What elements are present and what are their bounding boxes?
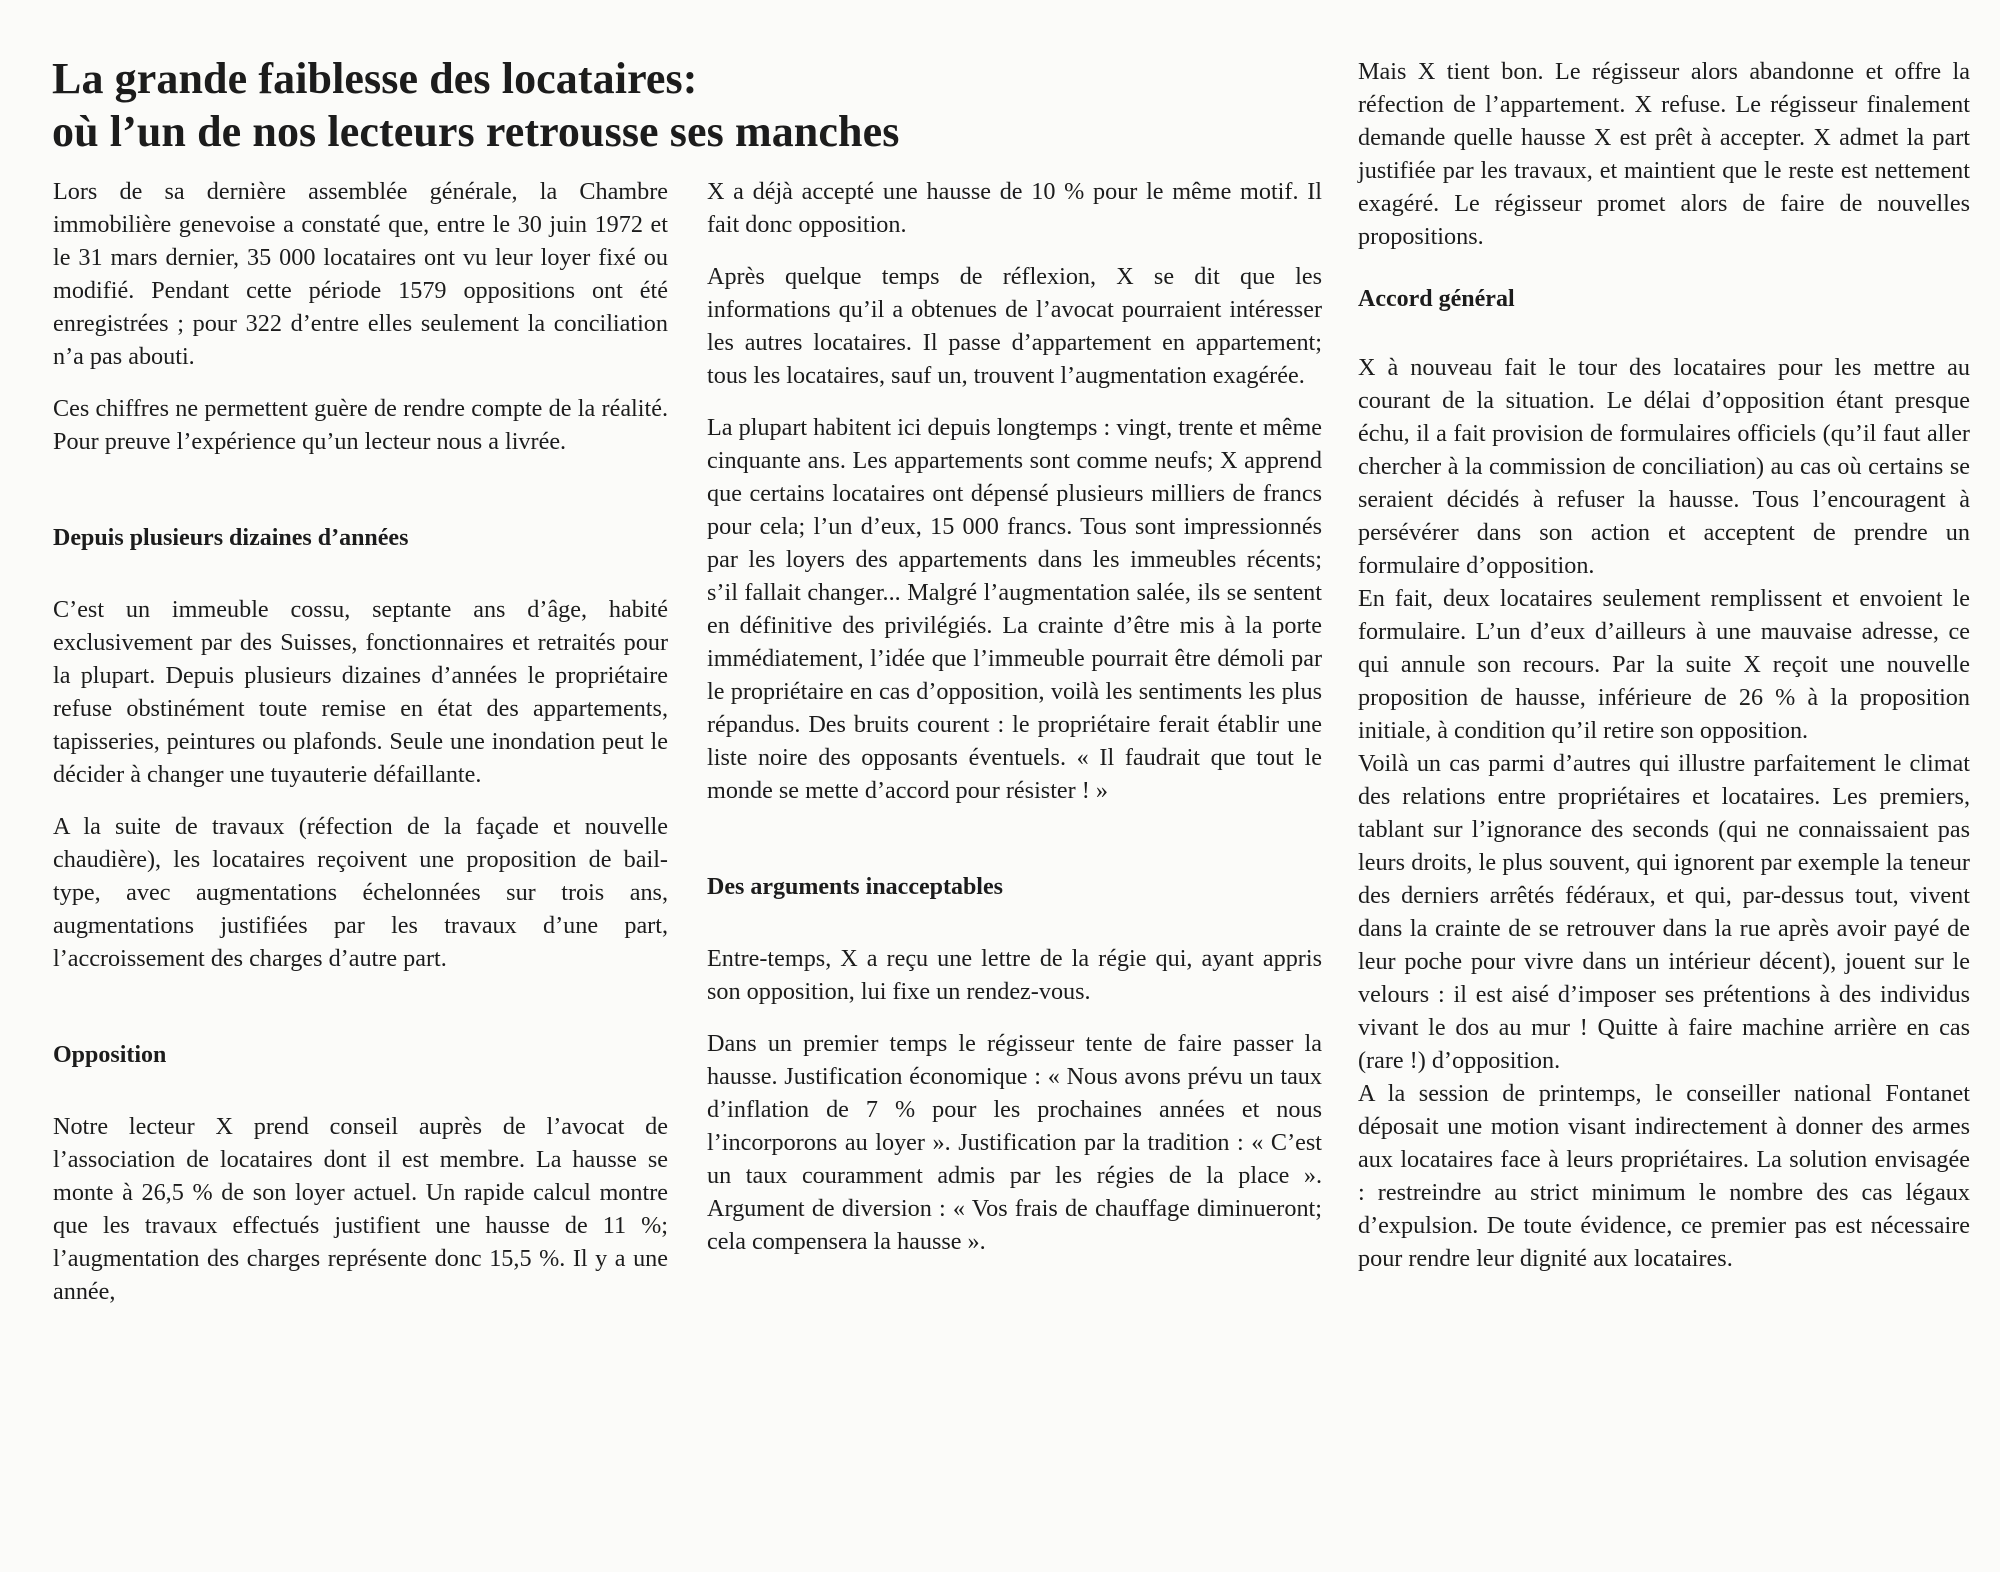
paragraph: X a déjà accepté une hausse de 10 % pour le même motif. Il fait donc opposition. bbox=[707, 178, 1322, 238]
column-2 bbox=[707, 175, 1322, 1258]
paragraph: Ces chiffres ne permettent guère de rendre compte de la réalité. Pour preuve l’expérience qu’un lecteur nous a livrée. bbox=[53, 395, 668, 455]
paragraph: Entre-temps, X a reçu une lettre de la régie qui, ayant appris son opposition, lui fixe un rendez-vous. bbox=[707, 945, 1322, 1005]
section-heading: Accord général bbox=[1358, 286, 1515, 312]
paragraph: Notre lecteur X prend conseil auprès de l’avocat de l’association de locataires dont il est membre. La hausse se monte à 26,5 % de son loyer actuel. Un rapide calcul montre que les travaux effectués justifient une hausse de 11 %; l’augmentation des charges représente donc 15,5 %. Il y a une année, bbox=[53, 1113, 668, 1305]
column-3 bbox=[1358, 55, 1970, 1275]
section-heading: Opposition bbox=[53, 1042, 167, 1068]
paragraph: Après quelque temps de réflexion, X se dit que les informations qu’il a obtenues de l’avocat pourraient intéresser les autres locataires. Il passe d’appartement en appartement; tous les locataires, sauf un, trouvent l’augmentation exagérée. bbox=[707, 263, 1322, 389]
paragraph: A la session de printemps, le conseiller national Fontanet déposait une motion visant indirectement à donner des armes aux locataires face à leurs propriétaires. La solution envisagée : restreindre au strict minimum le nombre des cas légaux d’expulsion. De toute évidence, ce premier pas est nécessaire pour rendre leur dignité aux locataires. bbox=[1358, 1080, 1970, 1272]
paragraph: X à nouveau fait le tour des locataires pour les mettre au courant de la situation. Le délai d’opposition étant presque échu, il a fait provision de formulaires officiels (qu’il faut aller chercher à la commission de conciliation) au cas où certains se seraient décidés à refuser la hausse. Tous l’encouragent à persévérer dans son action et acceptent de prendre un formulaire d’opposition. bbox=[1358, 354, 1970, 579]
paragraph: Voilà un cas parmi d’autres qui illustre parfaitement le climat des relations entre propriétaires et locataires. Les premiers, tablant sur l’ignorance des seconds (qui ne connaissaient pas leurs droits, le plus souvent, qui ignorent par exemple la teneur des derniers arrêtés fédéraux, et qui, par-dessus tout, vivent dans la crainte de se retrouver dans la rue après avoir payé de leur poche pour vivre dans un intérieur décent), jouent sur le velours : il est aisé d’imposer ses prétentions à des individus vivant le dos au mur ! Quitte à faire machine arrière en cas (rare !) d’opposition. bbox=[1358, 750, 1970, 1074]
article-title-line-2: où l’un de nos lecteurs retrousse ses manches bbox=[52, 107, 900, 156]
paragraph: C’est un immeuble cossu, septante ans d’âge, habité exclusivement par des Suisses, fonctionnaires et retraités pour la plupart. Depuis plusieurs dizaines d’années le propriétaire refuse obstinément toute remise en état des appartements, tapisseries, peintures ou plafonds. Seule une inondation peut le décider à changer une tuyauterie défaillante. bbox=[53, 596, 668, 788]
article-title bbox=[52, 52, 1302, 158]
paragraph: En fait, deux locataires seulement remplissent et envoient le formulaire. L’un d’eux d’ailleurs à une mauvaise adresse, ce qui annule son recours. Par la suite X reçoit une nouvelle proposition de hausse, inférieure de 26 % à la proposition initiale, à condition qu’il retire son opposition. bbox=[1358, 585, 1970, 744]
column-1 bbox=[53, 175, 668, 1308]
section-heading: Depuis plusieurs dizaines d’années bbox=[53, 525, 409, 551]
paragraph: Mais X tient bon. Le régisseur alors abandonne et offre la réfection de l’appartement. X refuse. Le régisseur finalement demande quelle hausse X est prêt à accepter. X admet la part justifiée par les travaux, et maintient que le reste est nettement exagéré. Le régisseur promet alors de faire de nouvelles propositions. bbox=[1358, 58, 1970, 250]
paragraph: La plupart habitent ici depuis longtemps : vingt, trente et même cinquante ans. Les appartements sont comme neufs; X apprend que certains locataires ont dépensé plusieurs milliers de francs pour cela; l’un d’eux, 15 000 francs. Tous sont impressionnés par les loyers des appartements dans les immeubles récents; s’il fallait changer... Malgré l’augmentation salée, ils se sentent en définitive des privilégiés. La crainte d’être mis à la porte immédiatement, l’idée que l’immeuble pourrait être démoli par le propriétaire en cas d’opposition, voilà les sentiments les plus répandus. Des bruits courent : le propriétaire ferait établir une liste noire des opposants éventuels. « Il faudrait que tout le monde se mette d’accord pour résister ! » bbox=[707, 414, 1322, 804]
paragraph: Dans un premier temps le régisseur tente de faire passer la hausse. Justification économique : « Nous avons prévu un taux d’inflation de 7 % pour les prochaines années et nous l’incorporons au loyer ». Justification par la tradition : « C’est un taux couramment admis par les régies de la place ». Argument de diversion : « Vos frais de chauffage diminueront; cela compensera la hausse ». bbox=[707, 1030, 1322, 1255]
section-heading: Des arguments inacceptables bbox=[707, 874, 1003, 900]
paragraph: Lors de sa dernière assemblée générale, la Chambre immobilière genevoise a constaté que, entre le 30 juin 1972 et le 31 mars dernier, 35 000 locataires ont vu leur loyer fixé ou modifié. Pendant cette période 1579 oppositions ont été enregistrées ; pour 322 d’entre elles seulement la conciliation n’a pas abouti. bbox=[53, 178, 668, 370]
article-title-line-1: La grande faiblesse des locataires: bbox=[52, 54, 698, 103]
paragraph: A la suite de travaux (réfection de la façade et nouvelle chaudière), les locataires reçoivent une proposition de bail-type, avec augmentations échelonnées sur trois ans, augmentations justifiées par les travaux d’une part, l’accroissement des charges d’autre part. bbox=[53, 813, 668, 972]
